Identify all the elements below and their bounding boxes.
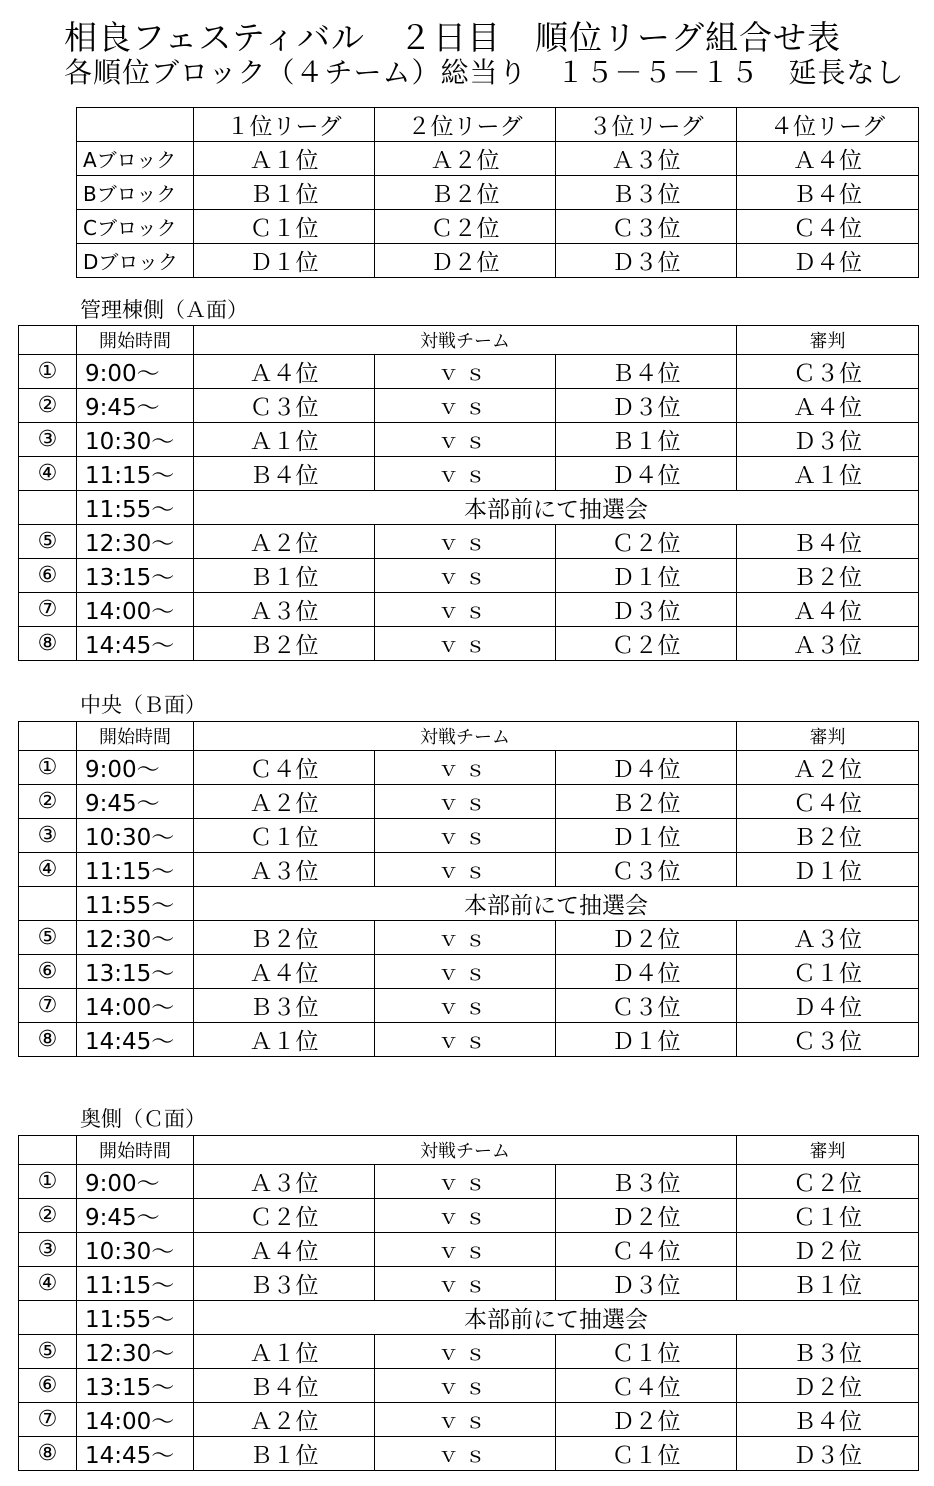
team1-cell: Ｂ２位 [194,627,375,661]
vs-cell: ｖｓ [375,819,556,853]
match-row [19,1165,919,1199]
vs-cell: ｖｓ [375,1437,556,1471]
block-rank-cell: Ｂ４位 [737,176,919,210]
match-number: ① [19,1165,77,1199]
block-rank-cell: Ｃ２位 [375,210,556,244]
match-number: ⑤ [19,525,77,559]
team2-cell: Ｄ２位 [556,921,737,955]
block-rank-cell: Ｂ３位 [556,176,737,210]
vs-cell: ｖｓ [375,921,556,955]
referee-cell: Ｃ４位 [737,785,919,819]
vs-cell: ｖｓ [375,525,556,559]
block-table-row [77,176,919,210]
match-row [19,1023,919,1057]
match-row [19,593,919,627]
match-row [19,1403,919,1437]
match-start-time: 9:00～ [77,355,194,389]
match-row [19,819,919,853]
referee-cell: Ｃ３位 [737,355,919,389]
section-label: 奥側（Ｃ面） [80,1107,206,1131]
team1-cell: Ａ３位 [194,593,375,627]
block-table [76,107,919,278]
vs-cell: ｖｓ [375,1335,556,1369]
team1-cell: Ａ４位 [194,355,375,389]
team1-cell: Ｂ４位 [194,457,375,491]
team2-cell: Ｂ２位 [556,785,737,819]
team2-cell: Ｄ４位 [556,955,737,989]
team2-cell: Ｃ２位 [556,627,737,661]
break-event: 本部前にて抽選会 [194,491,919,525]
match-number: ⑧ [19,1023,77,1057]
block-name-cell: Aブロック [77,142,194,176]
match-start-time: 12:30～ [77,525,194,559]
block-rank-cell: Ｃ１位 [194,210,375,244]
match-row [19,751,919,785]
match-row [19,853,919,887]
vs-cell: ｖｓ [375,1023,556,1057]
referee-cell: Ｄ３位 [737,1437,919,1471]
team1-cell: Ａ３位 [194,1165,375,1199]
vs-cell: ｖｓ [375,627,556,661]
referee-cell: Ａ４位 [737,389,919,423]
referee-cell: Ｂ３位 [737,1335,919,1369]
referee-cell: Ａ２位 [737,751,919,785]
referee-cell: Ｄ４位 [737,989,919,1023]
team1-cell: Ｂ１位 [194,1437,375,1471]
team1-cell: Ｃ４位 [194,751,375,785]
team1-cell: Ａ４位 [194,955,375,989]
referee-cell: Ｂ２位 [737,559,919,593]
team2-cell: Ｄ１位 [556,1023,737,1057]
break-time: 11:55～ [77,887,194,921]
vs-cell: ｖｓ [375,355,556,389]
start-time-header: 開始時間 [77,1136,194,1165]
match-number-header [19,722,77,751]
match-teams-header: 対戦チーム [194,1136,737,1165]
match-number: ⑦ [19,593,77,627]
match-number: ④ [19,457,77,491]
vs-cell: ｖｓ [375,389,556,423]
match-start-time: 9:00～ [77,1165,194,1199]
block-rank-cell: Ｂ１位 [194,176,375,210]
team2-cell: Ｂ１位 [556,423,737,457]
match-number: ⑥ [19,1369,77,1403]
match-start-time: 14:00～ [77,1403,194,1437]
team1-cell: Ｂ４位 [194,1369,375,1403]
match-row [19,955,919,989]
match-start-time: 12:30～ [77,921,194,955]
referee-cell: Ｃ３位 [737,1023,919,1057]
match-start-time: 9:45～ [77,1199,194,1233]
match-number: ③ [19,1233,77,1267]
referee-cell: Ｄ１位 [737,853,919,887]
match-number: ④ [19,1267,77,1301]
block-rank-cell: Ｃ４位 [737,210,919,244]
block-table-col-header: ３位リーグ [556,108,737,142]
match-number: ② [19,785,77,819]
block-rank-cell: Ａ１位 [194,142,375,176]
team2-cell: Ｃ３位 [556,853,737,887]
start-time-header: 開始時間 [77,722,194,751]
match-start-time: 11:15～ [77,1267,194,1301]
team1-cell: Ｂ３位 [194,989,375,1023]
section-label: 中央（Ｂ面） [80,693,206,717]
vs-cell: ｖｓ [375,1165,556,1199]
referee-cell: Ｂ４位 [737,1403,919,1437]
match-start-time: 13:15～ [77,955,194,989]
match-row [19,921,919,955]
match-row [19,1437,919,1471]
vs-cell: ｖｓ [375,1199,556,1233]
referee-cell: Ｄ３位 [737,423,919,457]
match-number: ⑧ [19,627,77,661]
match-teams-header: 対戦チーム [194,326,737,355]
referee-cell: Ｃ２位 [737,1165,919,1199]
block-table-corner-cell [77,108,194,142]
match-row [19,1233,919,1267]
team2-cell: Ｄ１位 [556,819,737,853]
referee-cell: Ｃ１位 [737,955,919,989]
referee-cell: Ｄ２位 [737,1233,919,1267]
team1-cell: Ｂ２位 [194,921,375,955]
match-teams-header: 対戦チーム [194,722,737,751]
block-table-header-row [77,108,919,142]
match-number: ⑤ [19,1335,77,1369]
break-time: 11:55～ [77,491,194,525]
referee-cell: Ｂ２位 [737,819,919,853]
team2-cell: Ｄ３位 [556,593,737,627]
team2-cell: Ｄ３位 [556,389,737,423]
referee-header: 審判 [737,326,919,355]
match-number: ⑥ [19,559,77,593]
block-rank-cell: Ｄ３位 [556,244,737,278]
referee-cell: Ａ３位 [737,921,919,955]
break-event: 本部前にて抽選会 [194,1301,919,1335]
match-number: ⑧ [19,1437,77,1471]
block-name-cell: Dブロック [77,244,194,278]
match-number: ④ [19,853,77,887]
break-row [19,491,919,525]
team1-cell: Ａ１位 [194,1023,375,1057]
page-title: 相良フェスティバル ２日目 順位リーグ組合せ表 [64,18,842,57]
block-rank-cell: Ｄ１位 [194,244,375,278]
team2-cell: Ｃ４位 [556,1369,737,1403]
break-time: 11:55～ [77,1301,194,1335]
referee-cell: Ｂ４位 [737,525,919,559]
referee-cell: Ｄ２位 [737,1369,919,1403]
page-subtitle: 各順位ブロック（４チーム）総当り １５－５－１５ 延長なし [64,56,905,89]
match-number: ⑦ [19,989,77,1023]
match-start-time: 14:45～ [77,627,194,661]
schedule-table [18,1135,919,1471]
block-table-row [77,244,919,278]
match-start-time: 9:45～ [77,785,194,819]
break-event: 本部前にて抽選会 [194,887,919,921]
match-start-time: 9:45～ [77,389,194,423]
break-number-cell [19,491,77,525]
referee-cell: Ｃ１位 [737,1199,919,1233]
block-rank-cell: Ａ３位 [556,142,737,176]
team2-cell: Ｃ４位 [556,1233,737,1267]
match-start-time: 10:30～ [77,1233,194,1267]
block-rank-cell: Ｄ２位 [375,244,556,278]
match-start-time: 10:30～ [77,819,194,853]
schedule-header-row [19,722,919,751]
schedule-table [18,721,919,1057]
match-start-time: 10:30～ [77,423,194,457]
vs-cell: ｖｓ [375,751,556,785]
match-start-time: 14:45～ [77,1023,194,1057]
block-rank-cell: Ｂ２位 [375,176,556,210]
referee-cell: Ａ１位 [737,457,919,491]
team1-cell: Ａ３位 [194,853,375,887]
match-row [19,627,919,661]
block-rank-cell: Ａ４位 [737,142,919,176]
team2-cell: Ｃ１位 [556,1335,737,1369]
team2-cell: Ｄ２位 [556,1403,737,1437]
match-row [19,1335,919,1369]
match-row [19,1369,919,1403]
match-start-time: 13:15～ [77,559,194,593]
vs-cell: ｖｓ [375,457,556,491]
team2-cell: Ｂ３位 [556,1165,737,1199]
team2-cell: Ｄ１位 [556,559,737,593]
match-row [19,989,919,1023]
referee-header: 審判 [737,722,919,751]
match-row [19,355,919,389]
match-row [19,559,919,593]
match-start-time: 13:15～ [77,1369,194,1403]
team1-cell: Ｃ１位 [194,819,375,853]
schedule-header-row [19,1136,919,1165]
match-start-time: 9:00～ [77,751,194,785]
match-number: ③ [19,423,77,457]
team1-cell: Ａ４位 [194,1233,375,1267]
team2-cell: Ｂ４位 [556,355,737,389]
block-name-cell: Bブロック [77,176,194,210]
match-row [19,389,919,423]
match-start-time: 14:00～ [77,593,194,627]
match-number: ⑦ [19,1403,77,1437]
break-number-cell [19,1301,77,1335]
vs-cell: ｖｓ [375,989,556,1023]
block-table-row [77,142,919,176]
match-row [19,525,919,559]
match-row [19,1267,919,1301]
referee-cell: Ａ４位 [737,593,919,627]
vs-cell: ｖｓ [375,423,556,457]
match-number: ② [19,1199,77,1233]
schedule-header-row [19,326,919,355]
schedule-table [18,325,919,661]
match-start-time: 14:45～ [77,1437,194,1471]
team1-cell: Ｂ３位 [194,1267,375,1301]
block-rank-cell: Ａ２位 [375,142,556,176]
team1-cell: Ａ２位 [194,1403,375,1437]
match-number: ⑥ [19,955,77,989]
team2-cell: Ｄ２位 [556,1199,737,1233]
block-table-col-header: ４位リーグ [737,108,919,142]
section-label: 管理棟側（Ａ面） [80,298,248,322]
match-number: ⑤ [19,921,77,955]
match-row [19,423,919,457]
team1-cell: Ｂ１位 [194,559,375,593]
start-time-header: 開始時間 [77,326,194,355]
block-rank-cell: Ｃ３位 [556,210,737,244]
vs-cell: ｖｓ [375,1403,556,1437]
vs-cell: ｖｓ [375,1267,556,1301]
break-row [19,1301,919,1335]
vs-cell: ｖｓ [375,559,556,593]
referee-cell: Ｂ１位 [737,1267,919,1301]
break-number-cell [19,887,77,921]
match-number-header [19,1136,77,1165]
match-start-time: 11:15～ [77,853,194,887]
team1-cell: Ａ１位 [194,423,375,457]
team1-cell: Ｃ３位 [194,389,375,423]
match-row [19,785,919,819]
block-table-col-header: １位リーグ [194,108,375,142]
match-number: ③ [19,819,77,853]
vs-cell: ｖｓ [375,955,556,989]
team2-cell: Ｄ３位 [556,1267,737,1301]
vs-cell: ｖｓ [375,593,556,627]
team1-cell: Ａ１位 [194,1335,375,1369]
team2-cell: Ｃ２位 [556,525,737,559]
vs-cell: ｖｓ [375,853,556,887]
vs-cell: ｖｓ [375,785,556,819]
match-row [19,1199,919,1233]
match-start-time: 11:15～ [77,457,194,491]
match-number: ② [19,389,77,423]
match-start-time: 14:00～ [77,989,194,1023]
team2-cell: Ｃ３位 [556,989,737,1023]
block-name-cell: Cブロック [77,210,194,244]
vs-cell: ｖｓ [375,1233,556,1267]
team2-cell: Ｄ４位 [556,751,737,785]
break-row [19,887,919,921]
match-row [19,457,919,491]
team1-cell: Ａ２位 [194,525,375,559]
team1-cell: Ａ２位 [194,785,375,819]
team2-cell: Ｄ４位 [556,457,737,491]
vs-cell: ｖｓ [375,1369,556,1403]
referee-header: 審判 [737,1136,919,1165]
match-number: ① [19,355,77,389]
block-rank-cell: Ｄ４位 [737,244,919,278]
team1-cell: Ｃ２位 [194,1199,375,1233]
match-number: ① [19,751,77,785]
referee-cell: Ａ３位 [737,627,919,661]
match-number-header [19,326,77,355]
match-start-time: 12:30～ [77,1335,194,1369]
block-table-col-header: ２位リーグ [375,108,556,142]
block-table-row [77,210,919,244]
team2-cell: Ｃ１位 [556,1437,737,1471]
